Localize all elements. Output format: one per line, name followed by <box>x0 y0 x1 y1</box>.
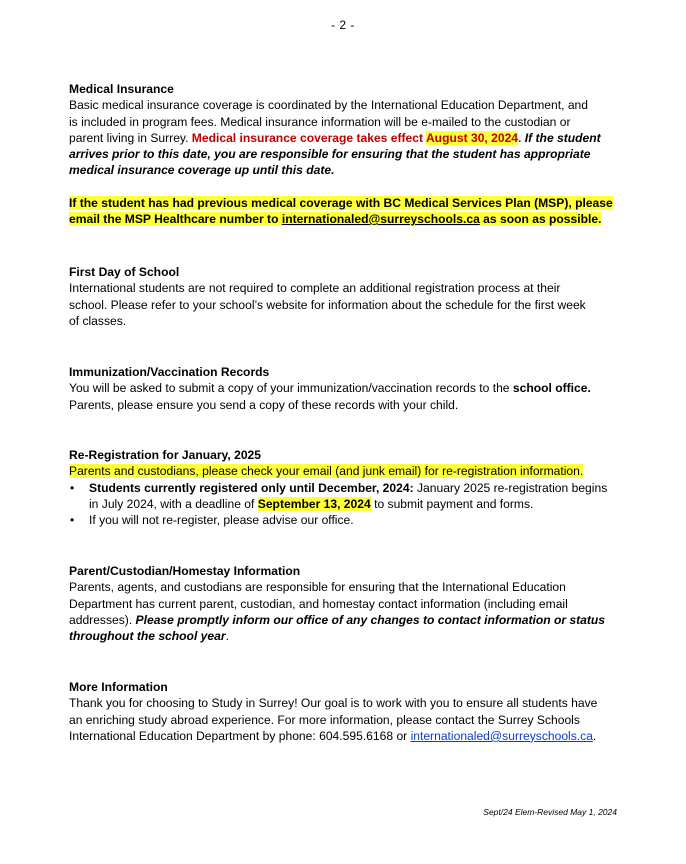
list-item <box>69 480 617 513</box>
paragraph-line <box>69 130 617 146</box>
text-span: Students currently registered only until December, 2024: <box>89 480 414 495</box>
page-number: - 2 - <box>331 18 355 32</box>
reregistration-section <box>69 447 617 528</box>
msp-email-link[interactable]: internationaled@surreyschools.ca <box>281 212 480 227</box>
paragraph-line <box>69 612 617 628</box>
text-span: in July 2024, with a deadline of <box>89 496 258 511</box>
medical-insurance-section <box>69 81 617 227</box>
bullet-icon: • <box>70 480 75 495</box>
text-span: You will be asked to submit a copy of your immunization/vaccination records to the <box>69 381 513 396</box>
text-span: Please promptly inform our office of any changes to contact information or status <box>135 612 606 627</box>
email-link[interactable]: internationaled@surreyschools.ca <box>410 728 593 743</box>
paragraph-line: medical insurance coverage up until this date. <box>69 163 335 178</box>
paragraph-line: Department has current parent, custodian, and homestay contact information (including email <box>69 596 568 611</box>
text-span: . <box>518 130 522 145</box>
paragraph-line: arrives prior to this date, you are responsible for ensuring that the student has appropriate <box>69 147 591 162</box>
text-span: email the MSP Healthcare number to <box>69 212 282 227</box>
coverage-date: August 30, 2024 <box>425 130 519 145</box>
more-info-section <box>69 679 617 744</box>
paragraph-line: Basic medical insurance coverage is coordinated by the International Education Department, and <box>69 98 588 113</box>
coverage-notice: Medical insurance coverage takes effect <box>191 130 426 145</box>
paragraph-line: school. Please refer to your school’s website for information about the schedule for the first week <box>69 297 586 312</box>
paragraph-line: is included in program fees. Medical insurance information will be e-mailed to the custodian or <box>69 114 571 129</box>
section-heading: Re-Registration for January, 2025 <box>69 448 261 462</box>
text-span: January 2025 re-registration begins <box>413 480 608 495</box>
section-heading: First Day of School <box>69 265 180 279</box>
paragraph-line <box>69 728 617 744</box>
msp-notice <box>69 211 617 227</box>
paragraph-line <box>69 380 617 396</box>
paragraph-line: Thank you for choosing to Study in Surrey! Our goal is to work with you to ensure all students have <box>69 696 598 711</box>
section-heading: Immunization/Vaccination Records <box>69 365 270 379</box>
bullet-icon: • <box>70 513 75 528</box>
immunization-section <box>69 364 617 413</box>
paragraph-line: an enriching study abroad experience. For more information, please contact the Surrey Schools <box>69 712 580 727</box>
paragraph-line: International students are not required to complete an additional registration process at their <box>69 281 561 296</box>
paragraph-line: Parents, agents, and custodians are responsible for ensuring that the International Education <box>69 580 566 595</box>
text-span: throughout the school year <box>69 629 226 644</box>
text-span: . <box>225 629 229 644</box>
contact-info-section <box>69 563 617 644</box>
text-span: school office. <box>512 381 591 396</box>
bullet-list <box>69 480 617 529</box>
section-heading: More Information <box>69 680 168 694</box>
text-span: addresses). <box>69 612 136 627</box>
reregistration-notice <box>69 463 617 479</box>
text-span <box>89 480 617 496</box>
text-span: If the student <box>521 130 601 145</box>
text-span: If you will not re-register, please advise our office. <box>89 513 354 528</box>
text-span: . <box>592 728 597 743</box>
text-span: as soon as possible. <box>479 212 602 227</box>
deadline-date: September 13, 2024 <box>257 496 371 511</box>
text-span: parent living in Surrey. <box>69 130 192 145</box>
text-span <box>89 496 617 512</box>
paragraph-line: of classes. <box>69 313 127 328</box>
list-item <box>69 512 617 528</box>
text-span: International Education Department by phone: 604.595.6168 or <box>69 728 411 743</box>
text-span: to submit payment and forms. <box>370 496 534 511</box>
section-heading: Parent/Custodian/Homestay Information <box>69 564 301 578</box>
text-span: If the student has had previous medical coverage with BC Medical Services Plan (MSP), please <box>69 195 613 210</box>
text-span: Parents and custodians, please check your email (and junk email) for re-registration information. <box>69 464 584 479</box>
paragraph-line: Parents, please ensure you send a copy of these records with your child. <box>69 397 459 412</box>
section-heading: Medical Insurance <box>69 82 174 96</box>
footer-revision: Sept/24 Elem-Revised May 1, 2024 <box>483 807 617 817</box>
first-day-section <box>69 264 617 329</box>
paragraph-line <box>69 628 617 644</box>
msp-notice <box>69 195 617 211</box>
